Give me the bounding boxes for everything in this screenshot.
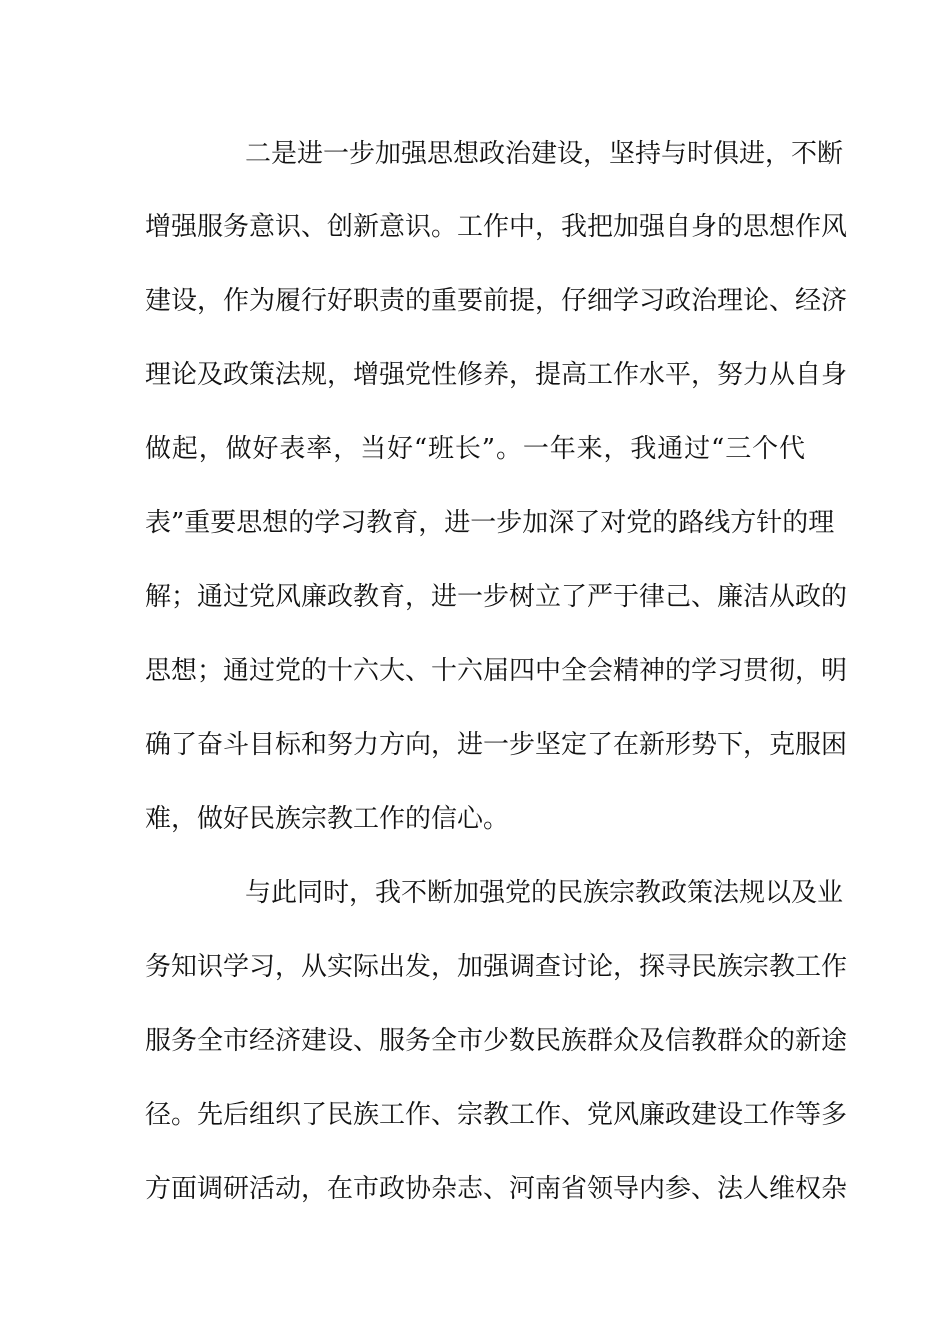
paragraph-1-line-8: 思想；通过党的十六大、十六届四中全会精神的学习贯彻，明 — [145, 656, 848, 686]
paragraph-1-line-9: 确了奋斗目标和努力方向，进一步坚定了在新形势下，克服困 — [145, 730, 848, 760]
paragraph-1-line-6: 表”重要思想的学习教育，进一步加深了对党的路线方针的理 — [145, 508, 835, 538]
paragraph-2-line-4: 径。先后组织了民族工作、宗教工作、党风廉政建设工作等多 — [145, 1100, 848, 1130]
paragraph-1-line-7: 解；通过党风廉政教育，进一步树立了严于律己、廉洁从政的 — [145, 582, 848, 612]
paragraph-2-line-5: 方面调研活动，在市政协杂志、河南省领导内参、法人维权杂 — [145, 1174, 848, 1204]
paragraph-1-line-3: 建设，作为履行好职责的重要前提，仔细学习政治理论、经济 — [145, 286, 848, 316]
paragraph-2-line-3: 服务全市经济建设、服务全市少数民族群众及信教群众的新途 — [145, 1026, 848, 1056]
paragraph-1-line-10: 难，做好民族宗教工作的信心。 — [145, 804, 510, 834]
paragraph-2-line-2: 务知识学习，从实际出发，加强调查讨论，探寻民族宗教工作 — [145, 952, 848, 982]
paragraph-2-line-1: 与此同时，我不断加强党的民族宗教政策法规以及业 — [245, 878, 844, 908]
paragraph-1-line-4: 理论及政策法规，增强党性修养，提高工作水平，努力从自身 — [145, 360, 848, 390]
paragraph-1-line-1: 二是进一步加强思想政治建设，坚持与时俱进，不断 — [245, 139, 844, 169]
paragraph-1-line-2: 增强服务意识、创新意识。工作中，我把加强自身的思想作风 — [145, 212, 848, 242]
paragraph-1-line-5: 做起，做好表率，当好“班长”。一年来，我通过“三个代 — [145, 434, 805, 464]
